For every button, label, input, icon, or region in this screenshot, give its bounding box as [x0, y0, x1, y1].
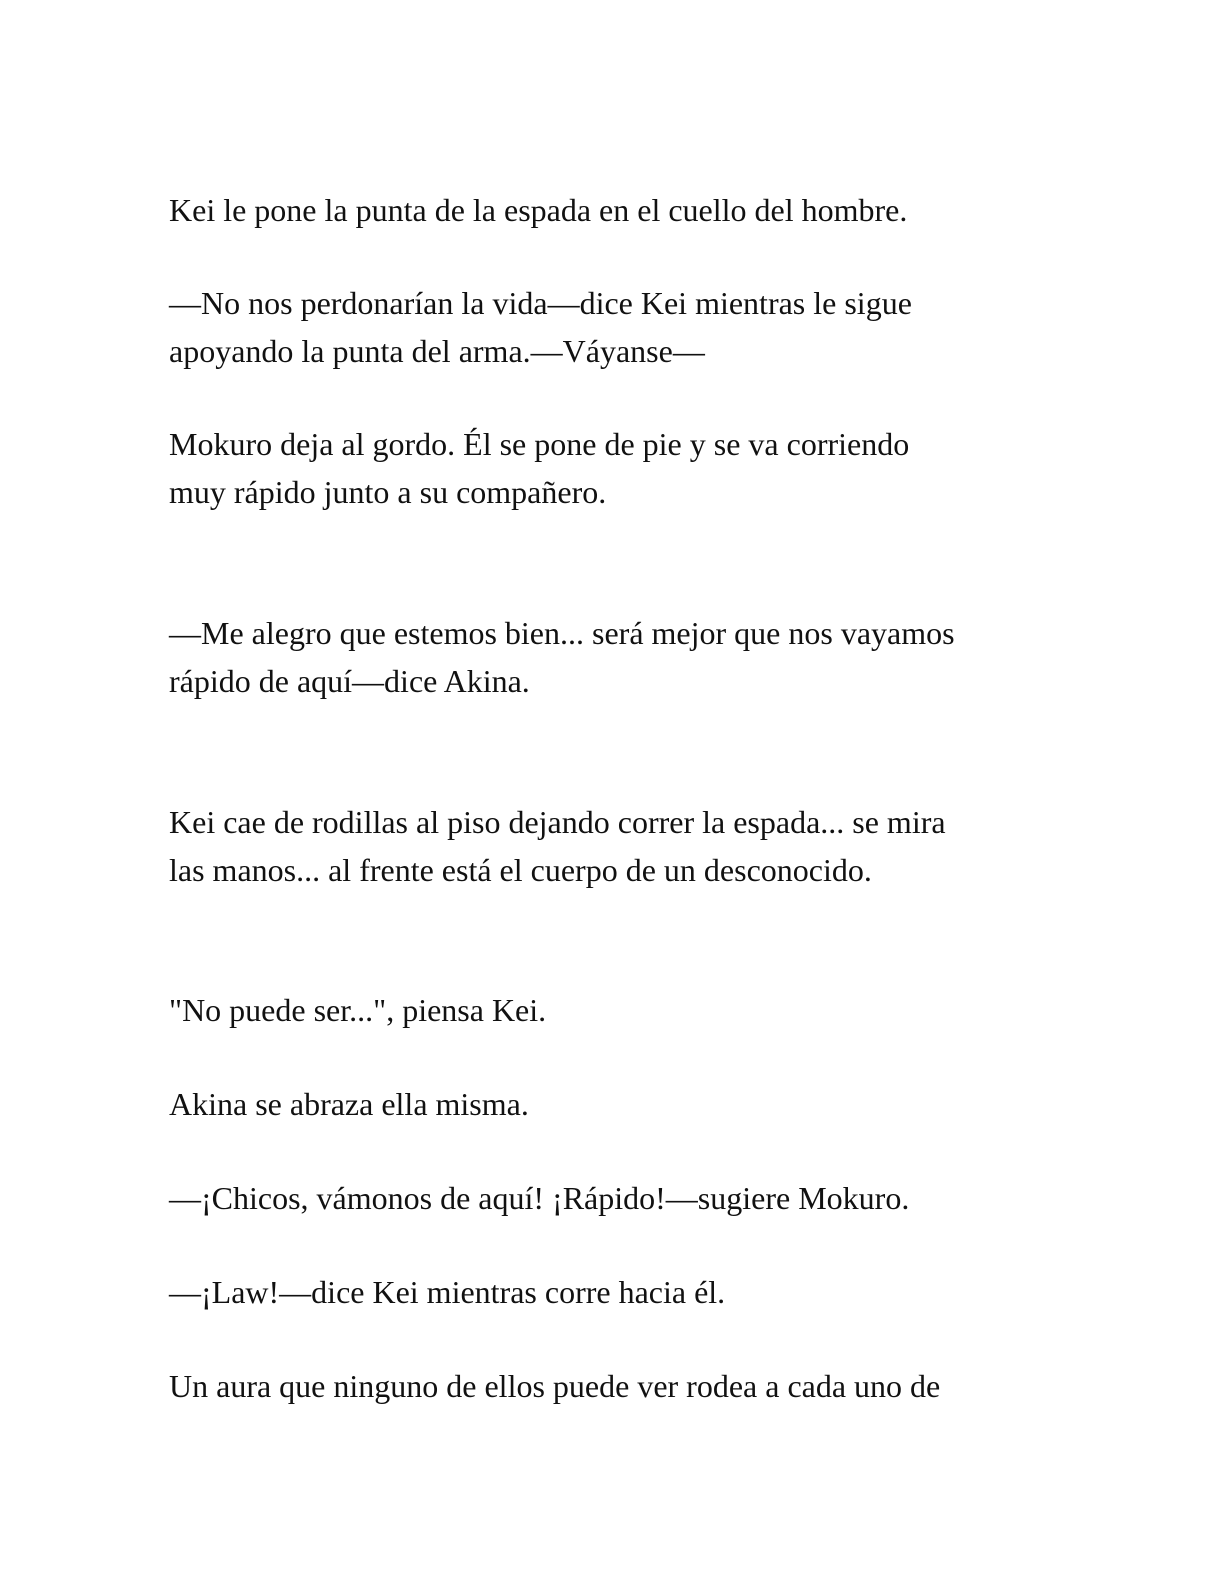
- paragraph-9: [169, 1268, 1069, 1316]
- paragraph-6: [169, 986, 1069, 1034]
- text-line: —¡Law!—dice Kei mientras corre hacia él.: [169, 1274, 726, 1310]
- paragraph-4: [169, 609, 1069, 705]
- text-line: muy rápido junto a su compañero.: [169, 474, 607, 510]
- paragraph-8: [169, 1174, 1069, 1222]
- text-line: rápido de aquí—dice Akina.: [169, 663, 530, 699]
- paragraph-5: [169, 798, 1069, 894]
- text-line: Kei le pone la punta de la espada en el cuello del hombre.: [169, 192, 908, 228]
- text-line: las manos... al frente está el cuerpo de un desconocido.: [169, 852, 872, 888]
- paragraph-2: [169, 279, 1069, 375]
- text-line: Kei cae de rodillas al piso dejando correr la espada... se mira: [169, 804, 946, 840]
- text-line: Mokuro deja al gordo. Él se pone de pie y se va corriendo: [169, 426, 910, 462]
- text-line: "No puede ser...", piensa Kei.: [169, 992, 547, 1028]
- text-line: apoyando la punta del arma.—Váyanse—: [169, 333, 705, 369]
- paragraph-1: [169, 186, 1069, 234]
- text-line: Akina se abraza ella misma.: [169, 1086, 529, 1122]
- text-line: —Me alegro que estemos bien... será mejor que nos vayamos: [169, 615, 955, 651]
- text-line: Un aura que ninguno de ellos puede ver rodea a cada uno de: [169, 1368, 941, 1404]
- paragraph-7: [169, 1080, 1069, 1128]
- paragraph-10: [169, 1362, 1069, 1410]
- paragraph-3: [169, 420, 1069, 516]
- text-line: —¡Chicos, vámonos de aquí! ¡Rápido!—sugiere Mokuro.: [169, 1180, 910, 1216]
- text-line: —No nos perdonarían la vida—dice Kei mientras le sigue: [169, 285, 912, 321]
